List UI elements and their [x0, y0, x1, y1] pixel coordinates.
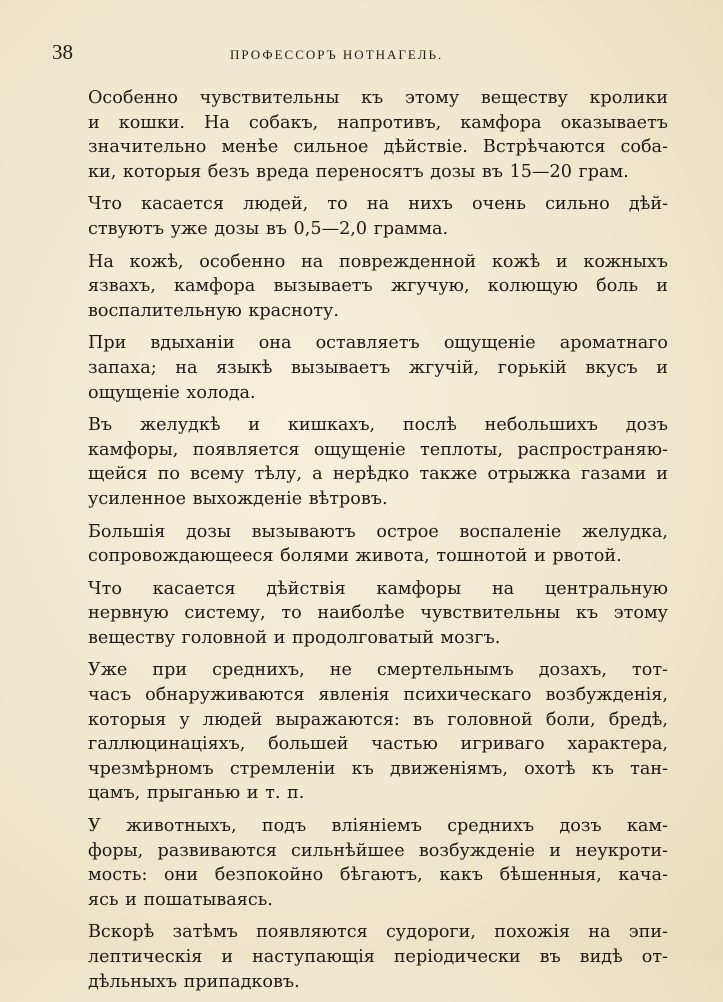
paragraph	[88, 658, 668, 806]
text-line: ясь и пошатываясь.	[88, 889, 273, 910]
text-line: лептическія и наступающія періодически въ видѣ от-	[88, 947, 668, 967]
text-line: часъ обнаруживаются явленія психическаго возбужденія,	[88, 685, 668, 706]
text-line: которыя у людей выражаются: въ головной боли, бредѣ,	[88, 709, 668, 730]
paragraph	[88, 520, 668, 569]
text-line: Большія дозы вызываютъ острое воспаленіе желудка,	[88, 521, 668, 542]
text-line: ки, которыя безъ вреда переносятъ дозы въ 15—20 грам.	[88, 161, 629, 182]
text-line: язвахъ, камфора вызываетъ жгучую, колющую боль и	[88, 276, 668, 297]
text-line: чрезмѣрномъ стремленіи къ движеніямъ, охотѣ къ тан-	[88, 758, 668, 779]
text-line: Уже при среднихъ, не смертельнымъ дозахъ, тот-	[88, 660, 668, 681]
page-header	[52, 40, 671, 70]
text-line: Что касается дѣйствія камфоры на центральную	[88, 578, 668, 599]
paragraph	[88, 814, 668, 912]
text-line: веществу головной и продолговатый мозгъ.	[88, 627, 501, 648]
running-head: ПРОФЕССОРЪ НОТНАГЕЛЬ.	[230, 47, 444, 62]
text-line: воспалительную красноту.	[88, 300, 339, 321]
text-line: усиленное выхожденіе вѣтровъ.	[88, 488, 388, 509]
text-line: У животныхъ, подъ вліяніемъ среднихъ дозъ кам-	[88, 816, 668, 837]
text-line: На кожѣ, особенно на поврежденной кожѣ и кожныхъ	[88, 251, 668, 272]
body-text	[88, 86, 668, 1002]
text-line: щейся по всему тѣлу, а нерѣдко также отрыжка газами и	[88, 464, 668, 485]
text-line: цамъ, прыганью и т. п.	[88, 783, 305, 804]
text-line: и кошки. На собакъ, напротивъ, камфора оказываетъ	[88, 112, 668, 133]
paragraph	[88, 577, 668, 651]
paragraph	[88, 192, 668, 241]
text-line: запаха; на языкѣ вызываетъ жгучій, горькій вкусъ и	[88, 357, 668, 378]
text-line: нервную систему, то наиболѣе чувствительны къ этому	[88, 603, 668, 624]
text-line: Въ желудкѣ и кишкахъ, послѣ небольшихъ дозъ	[88, 415, 668, 436]
text-line: камфоры, появляется ощущеніе теплоты, распространяю-	[88, 439, 668, 460]
text-line: ощущеніе холода.	[88, 382, 256, 403]
text-line: ствуютъ уже дозы въ 0,5—2,0 грамма.	[88, 218, 449, 239]
text-line: форы, развиваются сильнѣйшее возбужденіе и неукроти-	[88, 840, 668, 861]
text-line: дѣльныхъ припадковъ.	[88, 971, 300, 992]
paragraph	[88, 250, 668, 324]
text-line: Вскорѣ затѣмъ появляются судороги, похожія на эпи-	[88, 922, 668, 943]
paragraph	[88, 331, 668, 405]
text-line: Особенно чувствительны къ этому веществу кролики	[88, 88, 668, 108]
text-line: Что касается людей, то на нихъ очень сильно дѣй-	[88, 194, 668, 215]
text-line: сопровождающееся болями живота, тошнотой и рвотой.	[88, 546, 622, 567]
text-line: При вдыханіи она оставляетъ ощущеніе ароматнаго	[88, 333, 668, 354]
text-line: значительно менѣе сильное дѣйствіе. Встрѣчаются соба-	[88, 137, 668, 158]
page-number: 38	[52, 40, 73, 64]
paragraph	[88, 413, 668, 511]
text-line: галлюцинаціяхъ, большей частью игриваго характера,	[88, 734, 668, 755]
paragraph	[88, 86, 668, 184]
text-line: мость: они безпокойно бѣгаютъ, какъ бѣшенныя, кача-	[88, 865, 668, 886]
paragraph	[88, 920, 668, 994]
